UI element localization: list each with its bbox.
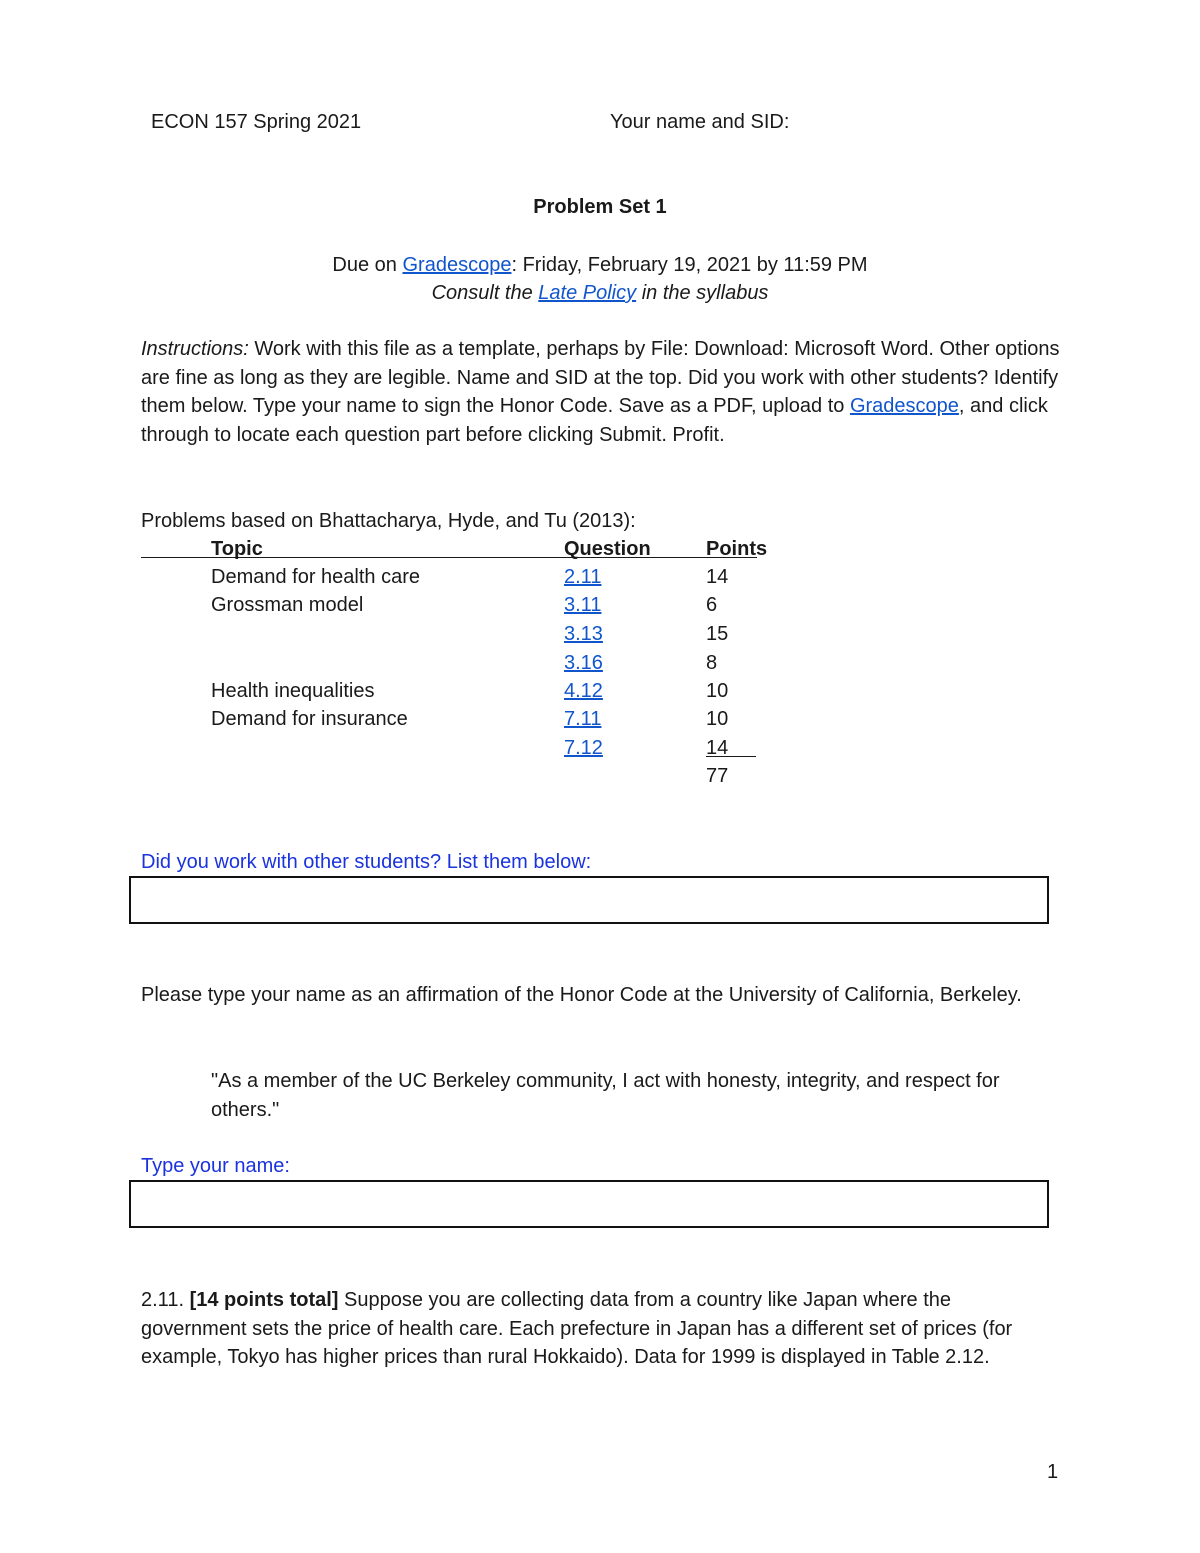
late-policy-link[interactable]: Late Policy xyxy=(538,282,637,304)
honor-code-quote: "As a member of the UC Berkeley community, I act with honesty, integrity, and respect for others." xyxy=(211,1070,1000,1121)
question-link-3-16[interactable]: 3.16 xyxy=(564,652,603,674)
table-row-points: 6 xyxy=(706,594,718,616)
table-row-topic: Demand for insurance xyxy=(211,708,408,730)
name-sid-label: Your name and SID: xyxy=(610,111,790,133)
table-header-topic: Topic xyxy=(211,538,263,560)
collaborators-label: Did you work with other students? List them below: xyxy=(141,851,592,873)
question-2-11-paragraph xyxy=(141,1286,1061,1372)
question-link-3-13[interactable]: 3.13 xyxy=(564,623,603,645)
due-line xyxy=(0,251,1200,280)
instructions-paragraph xyxy=(141,335,1071,449)
page-title: Problem Set 1 xyxy=(533,196,667,218)
question-text: Suppose you are collecting data from a country like Japan where the government sets the price of health care. Each prefecture in Japan has a different set of prices (for example, Tokyo has higher prices than rural Hokkaido). Data for 1999 is displayed in Table 2.12. xyxy=(141,1289,1013,1368)
instructions-label: Instructions: xyxy=(141,338,249,360)
table-row-points: 15 xyxy=(706,623,729,645)
gradescope-upload-link[interactable]: Gradescope xyxy=(849,395,959,417)
table-row-points: 14 xyxy=(706,566,729,588)
table-row-topic: Grossman model xyxy=(211,594,364,616)
type-name-label: Type your name: xyxy=(141,1155,290,1177)
table-row-points: 8 xyxy=(706,652,718,674)
table-header-rule xyxy=(141,557,757,558)
table-header-question: Question xyxy=(564,538,651,560)
instructions-suffix: , and click through to locate each question part before clicking Submit. Profit. xyxy=(141,395,1048,446)
collaborators-input-box[interactable] xyxy=(129,876,1049,924)
table-total-points: 77 xyxy=(706,765,729,787)
table-row-topic: Demand for health care xyxy=(211,566,421,588)
due-suffix: : Friday, February 19, 2021 by 11:59 PM xyxy=(511,254,868,276)
due-prefix: Due on xyxy=(332,254,403,276)
consult-prefix: Consult the xyxy=(431,282,539,304)
consult-line xyxy=(0,279,1200,308)
question-link-4-12[interactable]: 4.12 xyxy=(564,680,603,702)
question-link-2-11[interactable]: 2.11 xyxy=(564,566,602,588)
consult-suffix: in the syllabus xyxy=(636,282,769,304)
question-number: 2.11. xyxy=(141,1289,190,1311)
table-row-points: 14 xyxy=(706,737,729,759)
question-link-7-11[interactable]: 7.11 xyxy=(564,708,602,730)
table-row-topic: Health inequalities xyxy=(211,680,375,702)
question-link-3-11[interactable]: 3.11 xyxy=(564,594,602,616)
table-header-points: Points xyxy=(706,538,768,560)
gradescope-link[interactable]: Gradescope xyxy=(402,254,512,276)
page-number: 1 xyxy=(1047,1461,1059,1483)
sum-rule xyxy=(706,756,756,757)
table-row-points: 10 xyxy=(706,708,729,730)
instructions-text: Work with this file as a template, perhaps by File: Download: Microsoft Word. Other options are fine as long as they are legible. Name and SID at the top. Did you work with other students? Identify them below. Type your name to sign the Honor Code. Save as a PDF, upload to xyxy=(141,338,1060,417)
honor-code-text: Please type your name as an affirmation of the Honor Code at the University of California, Berkeley. xyxy=(141,984,1022,1006)
table-row-points: 10 xyxy=(706,680,729,702)
name-signature-input-box[interactable] xyxy=(129,1180,1049,1228)
problems-intro: Problems based on Bhattacharya, Hyde, and Tu (2013): xyxy=(141,510,636,532)
question-link-7-12[interactable]: 7.12 xyxy=(564,737,603,759)
question-points: [14 points total] xyxy=(189,1289,339,1311)
course-header: ECON 157 Spring 2021 xyxy=(151,111,362,133)
